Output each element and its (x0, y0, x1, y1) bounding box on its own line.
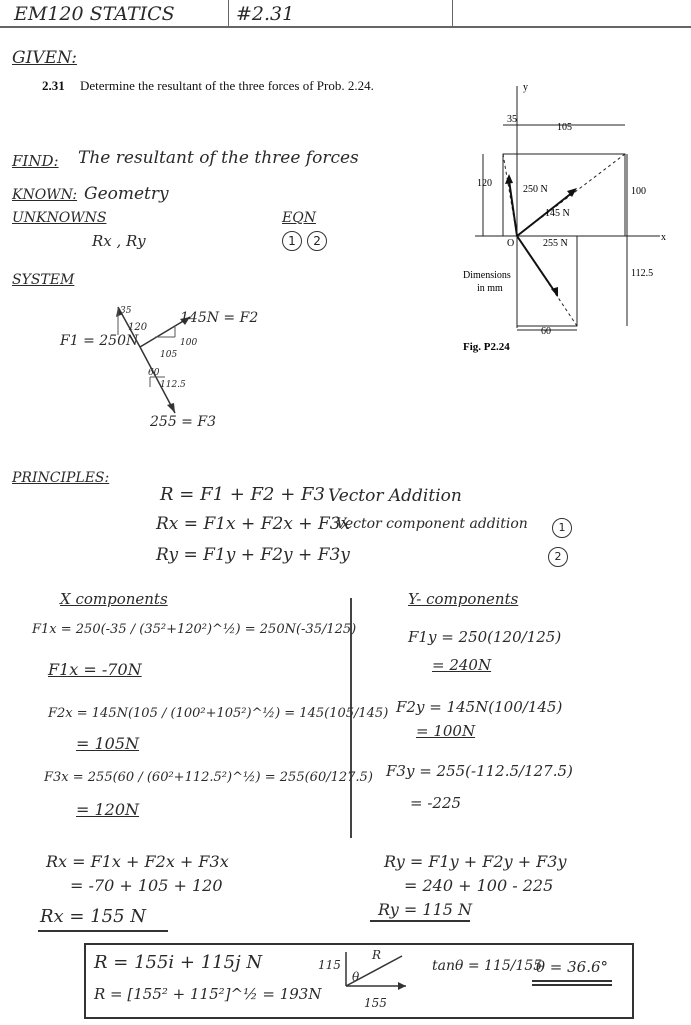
sketch-dim: 120 (128, 322, 148, 333)
sketch-dim: 100 (180, 338, 198, 348)
fig-caption: Fig. P2.24 (463, 341, 510, 353)
header-divider (228, 0, 229, 27)
find-label: FIND: (12, 152, 59, 170)
f1x-calc: F1x = 250(-35 / (35²+120²)^½) = 250N(-35/125) (32, 622, 357, 637)
rx-result: Rx = 155 N (40, 906, 147, 927)
unknowns-label: UNKNOWNS (12, 210, 107, 226)
f1-label: F1 = 250N (60, 333, 139, 349)
unknowns-text: Rx , Ry (92, 232, 146, 250)
fig-units-note: in mm (477, 283, 503, 294)
eq-comp-note: Vector component addition (336, 516, 528, 532)
fig-dim-35: 35 (507, 114, 517, 125)
answer-triangle (322, 948, 412, 1000)
theta-underline (532, 980, 612, 982)
eq-vector-note: Vector Addition (328, 486, 462, 506)
fig-force-250: 250 N (523, 184, 548, 195)
fig-dim-60: 60 (541, 326, 551, 337)
given-label: GIVEN: (12, 48, 77, 68)
fig-force-255: 255 N (543, 238, 568, 249)
given-number: 2.31 (42, 78, 65, 93)
answer-theta: θ = 36.6° (536, 958, 609, 976)
eqn-label: EQN (282, 210, 316, 226)
fig-dim-100: 100 (631, 186, 646, 197)
f2y-calc: F2y = 145N(100/145) (396, 698, 563, 716)
f3x-result: = 120N (76, 800, 140, 819)
answer-vector: R = 155i + 115j N (94, 952, 263, 973)
triangle-r: R (372, 948, 382, 962)
rx-equation: Rx = F1x + F2x + F3x (46, 852, 229, 871)
header-rule (0, 26, 691, 28)
figure-p2-24 (455, 78, 680, 363)
rx-underline (38, 930, 168, 932)
fig-dim-105: 105 (557, 122, 572, 133)
triangle-155: 155 (364, 996, 387, 1010)
eq-ref-2: 2 (548, 547, 568, 567)
sketch-dim: 60 (148, 368, 160, 378)
f3y-calc: F3y = 255(-112.5/127.5) (386, 762, 573, 780)
f3-arrowhead (167, 403, 175, 413)
fig-force-145: 145 N (545, 208, 570, 219)
ry-substitution: = 240 + 100 - 225 (404, 876, 554, 895)
sketch-dim: 105 (160, 350, 178, 360)
eq-ry: Ry = F1y + F2y + F3y (156, 545, 350, 565)
course-title: EM120 STATICS (14, 3, 175, 25)
f1-arrow (509, 180, 517, 236)
f1y-result: = 240N (432, 656, 492, 674)
f2x-result: = 105N (76, 734, 140, 753)
fig-dim-120: 120 (477, 178, 492, 189)
f3y-result: = -225 (410, 794, 462, 812)
given-statement: Determine the resultant of the three forces of Prob. 2.24. (80, 78, 374, 93)
fig-x-label: x (661, 232, 666, 243)
problem-number: #2.31 (236, 3, 295, 25)
theta-underline (532, 984, 612, 986)
f2y-result: = 100N (416, 722, 476, 740)
rx-substitution: = -70 + 105 + 120 (70, 876, 223, 895)
find-text: The resultant of the three forces (78, 148, 359, 168)
ry-equation: Ry = F1y + F2y + F3y (384, 852, 567, 871)
f2-label: 145N = F2 (180, 310, 259, 326)
eqn-ref-2: 2 (307, 231, 327, 251)
x-components-title: X components (60, 590, 168, 608)
sketch-dim: 112.5 (160, 380, 186, 390)
answer-magnitude: R = [155² + 115²]^½ = 193N (94, 985, 322, 1003)
known-label: KNOWN: (12, 187, 78, 203)
principles-label: PRINCIPLES: (12, 470, 110, 486)
y-components-title: Y- components (408, 590, 519, 608)
known-text: Geometry (84, 184, 169, 204)
system-label: SYSTEM (12, 272, 75, 288)
fig-dim-112: 112.5 (631, 268, 654, 279)
fig-y-label: y (523, 82, 528, 93)
ry-underline (370, 920, 470, 922)
fig-origin: O (507, 238, 515, 249)
answer-tan: tanθ = 115/155 (432, 958, 543, 974)
triangle-theta: θ (352, 970, 360, 984)
f3-label: 255 = F3 (150, 414, 216, 430)
header-divider (452, 0, 453, 27)
triangle-115: 115 (318, 958, 341, 972)
eq-rx: Rx = F1x + F2x + F3x (156, 514, 351, 534)
eqn-refs (282, 230, 327, 251)
f1-arrowhead (505, 174, 513, 184)
fig-units-note: Dimensions (463, 270, 511, 281)
f1y-calc: F1y = 250(120/125) (408, 628, 562, 646)
sketch-dim: 35 (120, 306, 132, 316)
f1x-result: F1x = -70N (48, 660, 142, 679)
ry-result: Ry = 115 N (378, 900, 473, 919)
eqn-ref-1: 1 (282, 231, 302, 251)
eq-ref-1: 1 (552, 518, 572, 538)
f3x-calc: F3x = 255(60 / (60²+112.5²)^½) = 255(60/127.5) (44, 770, 373, 785)
f2x-calc: F2x = 145N(105 / (100²+105²)^½) = 145(105/145) (48, 706, 389, 721)
eq-vector-sum: R = F1 + F2 + F3 (160, 484, 325, 505)
triangle-arrowhead (398, 982, 406, 990)
